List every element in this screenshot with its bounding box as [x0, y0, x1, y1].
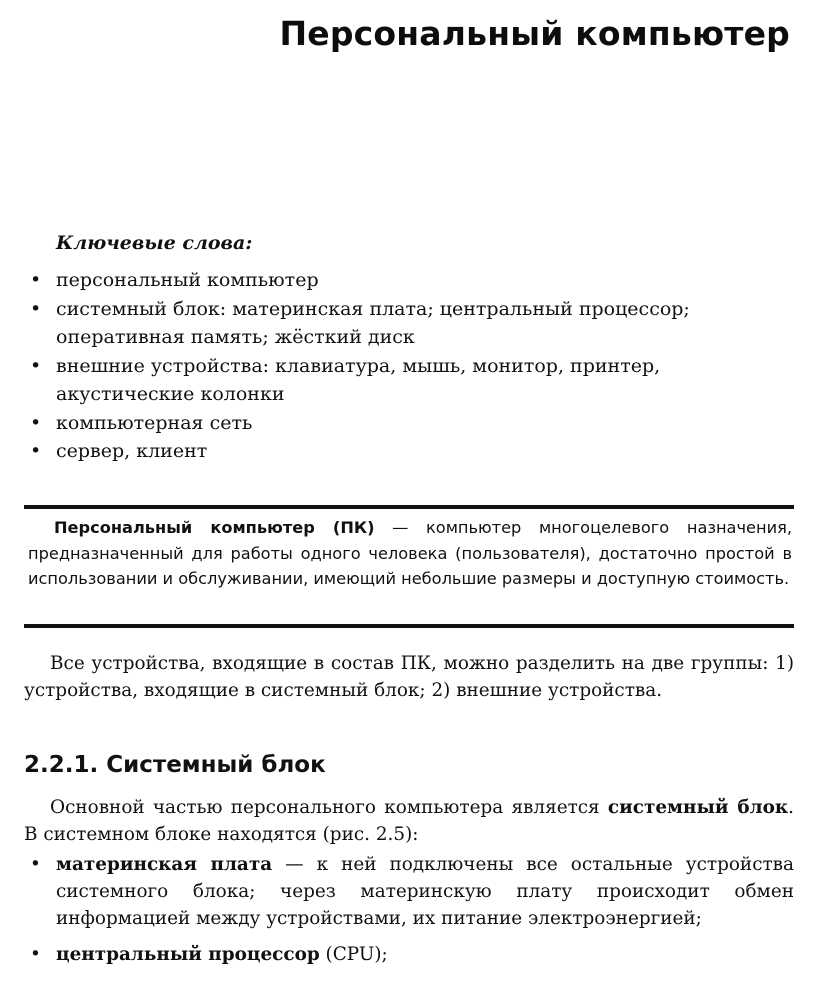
definition-text: — компьютер многоцелевого назначения, предназначенный для работы одного человека (пользователя), достаточно простой в использовании и обслуживании, имеющий небольшие размеры и доступную стоимость.	[28, 518, 792, 588]
keywords-list	[30, 266, 794, 466]
list-item-text: — к ней подключены все остальные устройства системного блока; через материнскую плату происходит обмен информацией между устройствами, их питание электроэнергией;	[56, 854, 794, 929]
list-item-text: (CPU);	[319, 944, 388, 965]
system-unit-list	[30, 851, 794, 968]
keywords-heading: Ключевые слова:	[56, 232, 253, 254]
page-title: Персональный компьютер	[279, 14, 790, 53]
section-paragraph-start: Основной частью персонального компьютера является	[50, 797, 608, 818]
section-paragraph-term: системный блок	[607, 797, 789, 818]
list-item	[30, 941, 794, 968]
list-item-term: центральный процессор	[56, 944, 320, 965]
keyword-item: • персональный компьютер	[30, 266, 794, 295]
definition-top-rule	[24, 505, 794, 509]
definition-term: Персональный компьютер (ПК)	[54, 518, 375, 537]
list-item-term: материнская плата	[56, 854, 273, 875]
intro-paragraph: Все устройства, входящие в состав ПК, можно разделить на две группы: 1) устройства, входящие в системный блок; 2) внешние устройства.	[24, 653, 794, 701]
keyword-item: • системный блок: материнская плата; центральный процессор; оперативная память; жёсткий диск	[30, 295, 794, 352]
definition-box	[28, 515, 792, 592]
section-paragraph	[24, 794, 794, 848]
list-item	[30, 851, 794, 932]
section-paragraph-end: . В системном блоке находятся (рис. 2.5):	[24, 797, 794, 845]
definition-bottom-rule	[24, 624, 794, 628]
section-heading: 2.2.1. Системный блок	[24, 752, 326, 778]
keyword-item: • компьютерная сеть	[30, 409, 794, 438]
keyword-item: • внешние устройства: клавиатура, мышь, монитор, принтер, акустические колонки	[30, 352, 794, 409]
keyword-item: • сервер, клиент	[30, 437, 794, 466]
